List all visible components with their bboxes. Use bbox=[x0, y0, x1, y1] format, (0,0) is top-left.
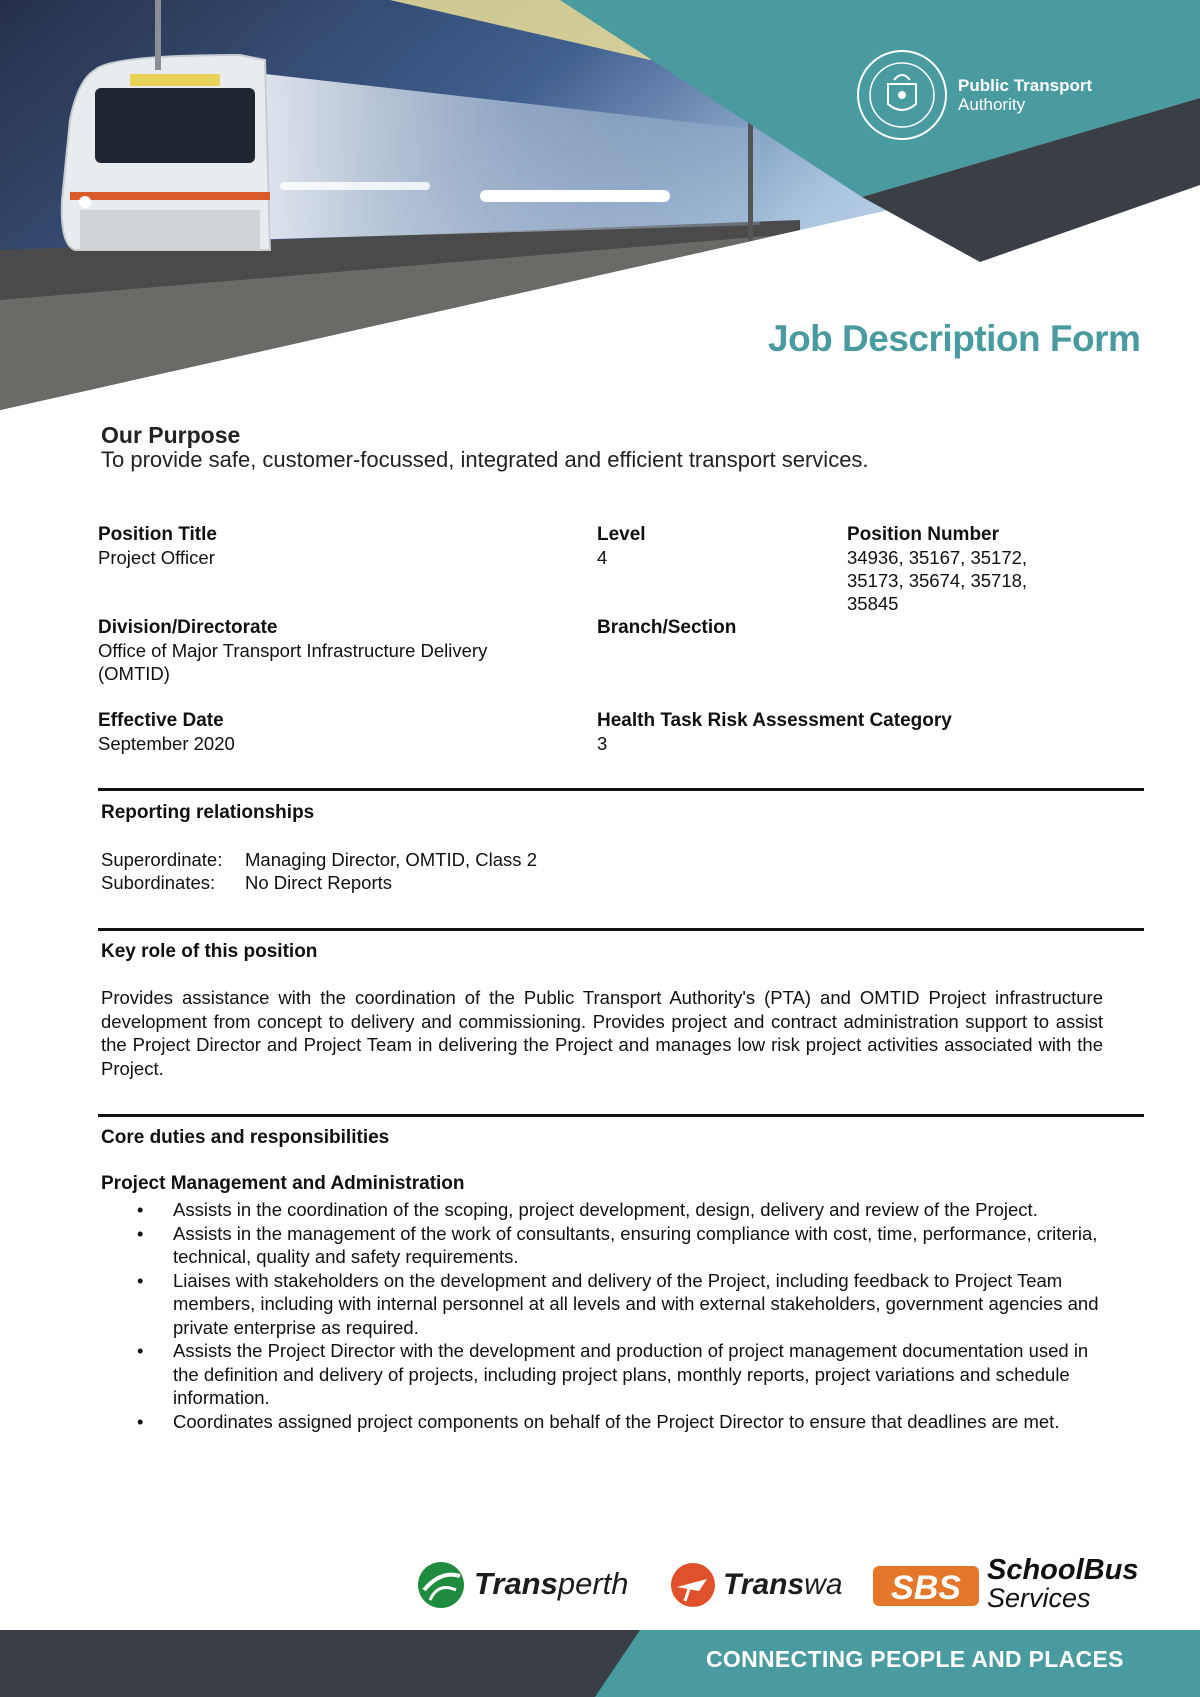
duty-item: • Coordinates assigned project components on behalf of the Project Director to ensure that deadlines are met. bbox=[101, 1410, 1105, 1434]
key-role-heading: Key role of this position bbox=[101, 941, 318, 962]
organisation-name-line1: Public Transport bbox=[958, 76, 1093, 95]
effective-date-label: Effective Date bbox=[98, 710, 224, 731]
footer-tagline: CONNECTING PEOPLE AND PLACES bbox=[706, 1646, 1124, 1672]
section-divider bbox=[98, 928, 1144, 931]
duties-subheading: Project Management and Administration bbox=[101, 1173, 465, 1194]
transperth-logo-b: perth bbox=[557, 1566, 629, 1601]
duty-item: • Assists in the management of the work of consultants, ensuring compliance with cost, time, performance, criteria, technical, quality and safety requirements. bbox=[101, 1222, 1105, 1269]
organisation-name bbox=[958, 76, 1092, 114]
subordinates-label: Subordinates: bbox=[101, 872, 216, 893]
superordinate-value: Managing Director, OMTID, Class 2 bbox=[245, 849, 537, 870]
htra-label: Health Task Risk Assessment Category bbox=[597, 710, 952, 731]
superordinate-row bbox=[101, 849, 537, 871]
form-title: Job Description Form bbox=[768, 318, 1141, 359]
division-value bbox=[98, 639, 487, 685]
section-divider bbox=[98, 788, 1144, 791]
subordinates-row bbox=[101, 872, 392, 894]
position-number-label: Position Number bbox=[847, 524, 1000, 545]
position-number-line: 34936, 35167, 35172, bbox=[847, 547, 1028, 568]
reporting-heading: Reporting relationships bbox=[101, 802, 315, 823]
schoolbus-logo-line1: SchoolBus bbox=[987, 1554, 1139, 1586]
position-title-value: Project Officer bbox=[98, 547, 215, 568]
schoolbus-mark-text: SBS bbox=[891, 1569, 961, 1607]
position-number-value bbox=[847, 546, 1027, 615]
duty-item: • Assists in the coordination of the scoping, project development, design, delivery and review of the Project. bbox=[101, 1198, 1105, 1222]
section-divider bbox=[98, 1114, 1144, 1117]
purpose-text: To provide safe, customer-focussed, integrated and efficient transport services. bbox=[101, 447, 869, 472]
transwa-arrow-icon bbox=[669, 1561, 717, 1609]
subordinates-value: No Direct Reports bbox=[245, 872, 393, 893]
key-role-text: Provides assistance with the coordination of the Public Transport Authority's (PTA) and OMTID Project infrastructure development from concept to delivery and commissioning. Provides project and contract administration support to assist the Project Director and Project Team in delivering the Project and manages low risk project activities associated with the Project. bbox=[101, 987, 1103, 1079]
position-title-label: Position Title bbox=[98, 524, 217, 545]
schoolbus-logo-line2: Services bbox=[987, 1583, 1091, 1613]
schoolbus-logo bbox=[987, 1556, 1138, 1612]
effective-date-value: September 2020 bbox=[98, 733, 235, 754]
branch-label: Branch/Section bbox=[597, 617, 737, 638]
htra-value: 3 bbox=[597, 733, 608, 754]
purpose-heading: Our Purpose bbox=[101, 422, 241, 448]
transwa-logo-a: Trans bbox=[723, 1568, 805, 1601]
duty-item: • Assists the Project Director with the development and production of project management documentation used in the definition and delivery of projects, including project plans, monthly reports, project variations and schedule information. bbox=[101, 1339, 1105, 1410]
transperth-logo bbox=[474, 1566, 629, 1602]
duty-item: • Liaises with stakeholders on the development and delivery of the Project, including feedback to Project Team members, including with internal personnel at all levels and with external stakeholders, government agencies and private enterprise as required. bbox=[101, 1269, 1105, 1340]
schoolbus-services-mark bbox=[871, 1562, 981, 1610]
transwa-logo-b: wa bbox=[804, 1568, 843, 1601]
duties-list bbox=[101, 1198, 1105, 1433]
transperth-logo-a: Trans bbox=[474, 1566, 558, 1601]
transperth-leaf-icon bbox=[416, 1560, 466, 1610]
division-label: Division/Directorate bbox=[98, 617, 278, 638]
level-label: Level bbox=[597, 524, 646, 545]
organisation-name-line2: Authority bbox=[958, 95, 1026, 114]
position-number-line: 35173, 35674, 35718, bbox=[847, 570, 1028, 591]
division-line: Office of Major Transport Infrastructure Delivery bbox=[98, 640, 488, 661]
position-number-line: 35845 bbox=[847, 593, 899, 614]
level-value: 4 bbox=[597, 547, 608, 568]
superordinate-label: Superordinate: bbox=[101, 849, 223, 870]
division-line: (OMTID) bbox=[98, 663, 170, 684]
duties-heading: Core duties and responsibilities bbox=[101, 1127, 390, 1148]
transwa-logo bbox=[723, 1568, 843, 1602]
